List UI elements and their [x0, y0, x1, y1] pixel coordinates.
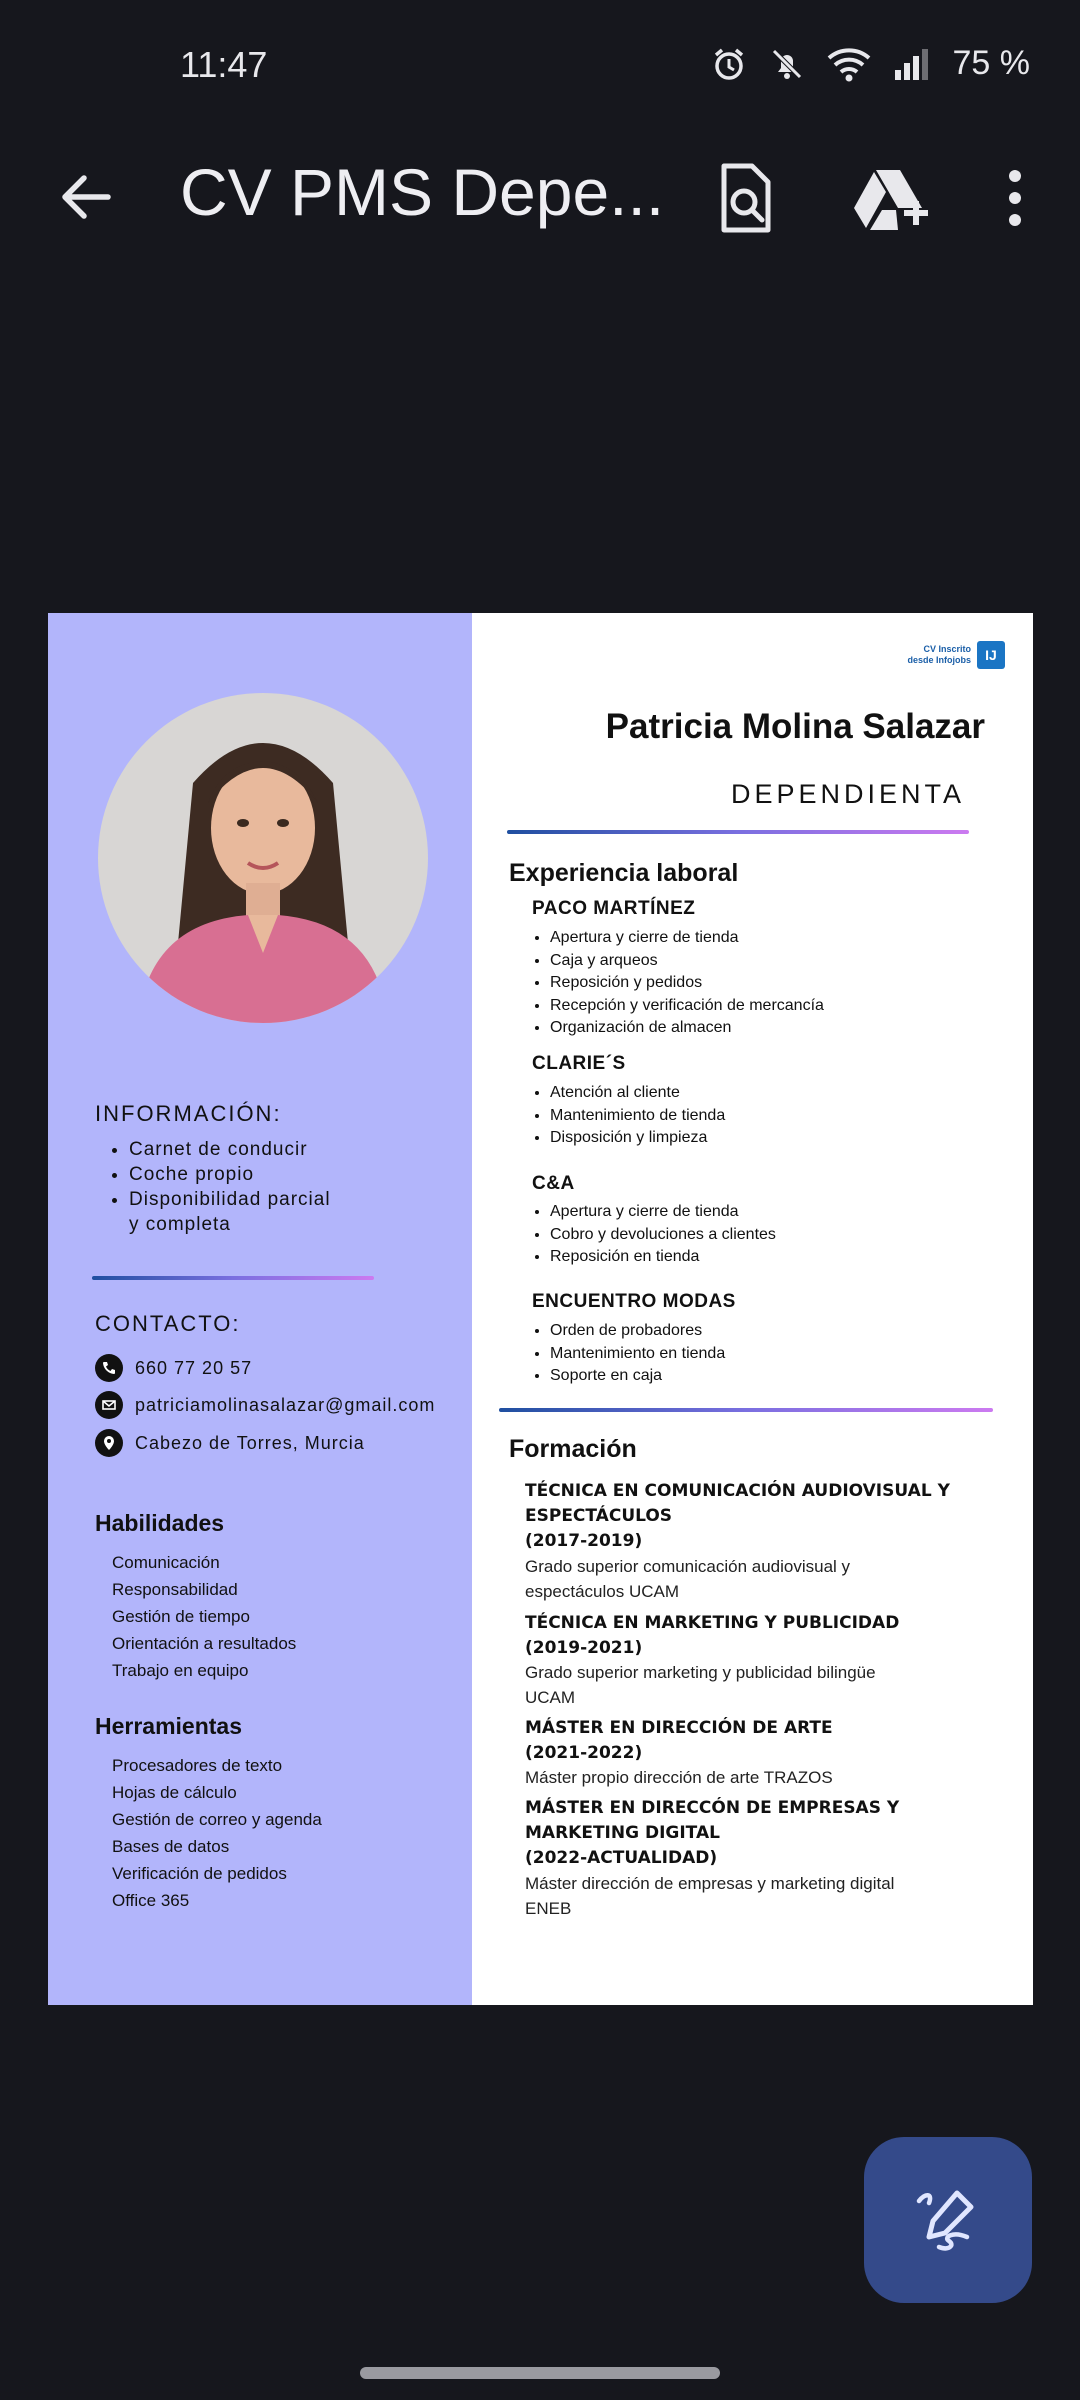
phone-icon — [95, 1354, 123, 1382]
education-title — [525, 1479, 950, 1554]
tool-item: Office 365 — [112, 1891, 190, 1910]
wifi-icon — [827, 46, 871, 82]
cv-sidebar — [48, 613, 472, 2005]
education-desc-line: ENEB — [525, 1899, 572, 1918]
document-search-icon — [710, 158, 780, 238]
job-tasks — [532, 1320, 725, 1388]
back-button[interactable] — [50, 162, 120, 232]
job-task: • Caja y arqueos — [550, 950, 824, 973]
badge-line: desde Infojobs — [907, 655, 971, 665]
job-tasks — [532, 1082, 725, 1150]
job-task: • Reposición y pedidos — [550, 972, 824, 995]
job-tasks — [532, 927, 824, 1040]
pen-scribble-icon — [913, 2185, 983, 2255]
job-task: • Soporte en caja — [550, 1365, 725, 1388]
job-task: • Atención al cliente — [550, 1082, 725, 1105]
tools-list — [112, 1752, 322, 1914]
app-toolbar — [0, 140, 1080, 280]
education-description — [525, 1660, 965, 1710]
mute-icon — [769, 46, 805, 82]
divider — [92, 1276, 374, 1280]
education-title-line: (2019-2021) — [525, 1638, 643, 1658]
signal-icon — [893, 46, 931, 82]
status-icons — [711, 44, 1031, 83]
job-task: • Cobro y devoluciones a clientes — [550, 1224, 776, 1247]
job-tasks — [532, 1201, 776, 1269]
contact-location — [95, 1429, 365, 1457]
infojobs-logo: IJ — [977, 641, 1005, 669]
annotate-button[interactable] — [864, 2137, 1032, 2303]
alarm-icon — [711, 46, 747, 82]
gesture-home-bar[interactable] — [360, 2367, 720, 2379]
skills-list — [112, 1549, 296, 1684]
education-title-line: MARKETING DIGITAL — [525, 1823, 720, 1843]
phone-number: 660 77 20 57 — [135, 1357, 253, 1378]
skill-item: Trabajo en equipo — [112, 1661, 249, 1680]
education-heading: Formación — [509, 1435, 637, 1463]
status-time: 11:47 — [180, 44, 268, 85]
divider — [507, 830, 969, 834]
candidate-name: Patricia Molina Salazar — [605, 707, 985, 746]
experience-heading: Experiencia laboral — [509, 859, 739, 887]
drive-add-icon — [850, 158, 930, 238]
divider — [499, 1408, 993, 1412]
job-task: • Apertura y cierre de tienda — [550, 1201, 776, 1224]
education-description — [525, 1871, 965, 1921]
job-task: • Orden de probadores — [550, 1320, 725, 1343]
education-title-line: TÉCNICA EN COMUNICACIÓN AUDIOVISUAL Y — [525, 1481, 950, 1501]
tools-heading: Herramientas — [95, 1713, 243, 1739]
profile-photo — [98, 693, 428, 1023]
pdf-page[interactable] — [48, 613, 1033, 2005]
tool-item: Gestión de correo y agenda — [112, 1810, 322, 1829]
cv-main — [472, 613, 1033, 2005]
email-icon — [95, 1391, 123, 1419]
search-in-document-button[interactable] — [710, 158, 780, 238]
job-title: PACO MARTÍNEZ — [532, 898, 696, 919]
info-list — [95, 1137, 331, 1237]
education-title-line: MÁSTER EN DIRECCÓN DE EMPRESAS Y — [525, 1798, 900, 1818]
info-item: • Coche propio — [129, 1162, 331, 1187]
job-task: • Recepción y verificación de mercancía — [550, 995, 824, 1018]
education-title-line: MÁSTER EN DIRECCIÓN DE ARTE — [525, 1718, 833, 1738]
contact-heading: CONTACTO: — [95, 1311, 241, 1336]
badge-line: CV Inscrito — [923, 644, 971, 654]
education-title-line: (2021-2022) — [525, 1743, 643, 1763]
info-item: • Disponibilidad parcial — [129, 1187, 331, 1212]
job-task: • Disposición y limpieza — [550, 1127, 725, 1150]
tool-item: Hojas de cálculo — [112, 1783, 237, 1802]
status-bar — [0, 0, 1080, 140]
education-title — [525, 1611, 899, 1661]
education-title-line: TÉCNICA EN MARKETING Y PUBLICIDAD — [525, 1613, 900, 1633]
skill-item: Gestión de tiempo — [112, 1607, 250, 1626]
skill-item: Comunicación — [112, 1553, 220, 1572]
job-task: • Organización de almacen — [550, 1017, 824, 1040]
skill-item: Orientación a resultados — [112, 1634, 297, 1653]
battery-level: 75 % — [952, 44, 1030, 82]
education-desc-line: espectáculos UCAM — [525, 1582, 680, 1601]
education-desc-line: Grado superior marketing y publicidad bilingüe — [525, 1663, 876, 1682]
tool-item: Bases de datos — [112, 1837, 230, 1856]
education-description — [525, 1765, 965, 1790]
tool-item: Procesadores de texto — [112, 1756, 283, 1775]
job-title: CLARIE´S — [532, 1053, 626, 1074]
candidate-role: DEPENDIENTA — [730, 779, 965, 809]
location-pin-icon — [95, 1429, 123, 1457]
education-description — [525, 1554, 965, 1604]
job-task: • Mantenimiento de tienda — [550, 1105, 725, 1128]
more-options-button[interactable] — [1000, 158, 1030, 238]
education-title-line: (2022-ACTUALIDAD) — [525, 1848, 718, 1868]
education-desc-line: Grado superior comunicación audiovisual y — [525, 1557, 851, 1576]
education-desc-line: Máster propio dirección de arte TRAZOS — [525, 1768, 833, 1787]
education-desc-line: UCAM — [525, 1688, 576, 1707]
location-text: Cabezo de Torres, Murcia — [135, 1432, 365, 1453]
info-item: y completa — [129, 1214, 231, 1235]
education-title-line: (2017-2019) — [525, 1531, 643, 1551]
email-address: patriciamolinasalazar@gmail.com — [135, 1394, 436, 1415]
education-title — [525, 1716, 833, 1766]
more-vertical-icon — [1000, 158, 1030, 238]
job-task: • Mantenimiento en tienda — [550, 1343, 725, 1366]
infojobs-badge — [907, 641, 1005, 669]
skill-item: Responsabilidad — [112, 1580, 238, 1599]
add-to-drive-button[interactable] — [850, 158, 930, 238]
document-title: CV PMS Depe... — [180, 155, 665, 229]
education-title-line: ESPECTÁCULOS — [525, 1506, 673, 1526]
tool-item: Verificación de pedidos — [112, 1864, 287, 1883]
arrow-left-icon — [58, 170, 112, 224]
job-title: C&A — [532, 1173, 575, 1194]
job-task: • Apertura y cierre de tienda — [550, 927, 824, 950]
contact-phone — [95, 1354, 252, 1382]
badge-text — [907, 644, 971, 666]
job-title: ENCUENTRO MODAS — [532, 1291, 736, 1312]
education-title — [525, 1796, 899, 1871]
info-heading: INFORMACIÓN: — [95, 1101, 282, 1126]
contact-email — [95, 1391, 435, 1419]
info-item: • Carnet de conducir — [129, 1137, 331, 1162]
education-desc-line: Máster dirección de empresas y marketing digital — [525, 1874, 895, 1893]
skills-heading: Habilidades — [95, 1510, 225, 1536]
job-task: • Reposición en tienda — [550, 1246, 776, 1269]
